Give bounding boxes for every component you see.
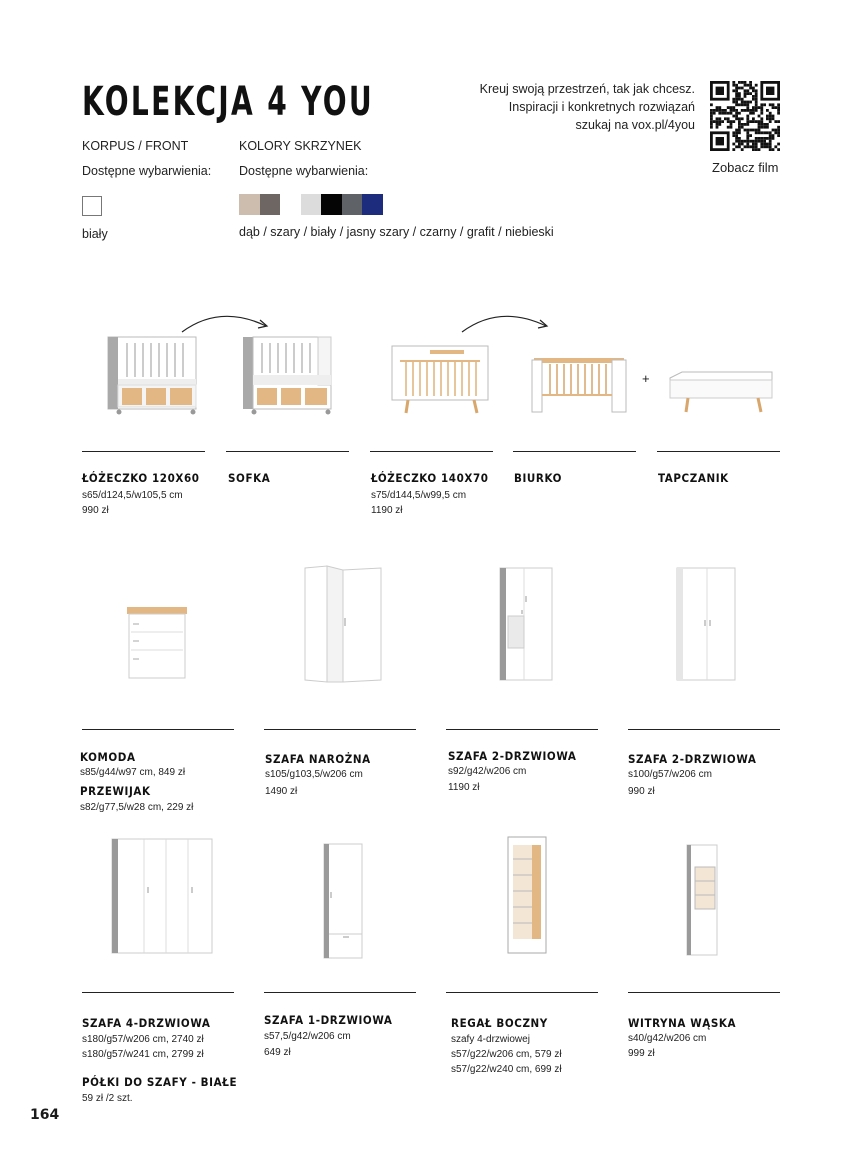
color-swatch-1	[260, 194, 281, 215]
divider	[370, 451, 493, 452]
witryna-image	[685, 843, 719, 957]
szafa-2d-a-image	[498, 566, 556, 682]
product-dims: s40/g42/w206 cm	[628, 1033, 707, 1044]
product-price: 1190 zł	[448, 782, 480, 793]
product-dims: s180/g57/w206 cm, 2740 zł	[82, 1034, 204, 1045]
product-name: SZAFA 2-DRZWIOWA	[628, 752, 757, 766]
qr-code-icon[interactable]	[710, 81, 780, 151]
product-name: SZAFA NAROŻNA	[265, 752, 371, 766]
tapczanik-image	[666, 368, 776, 414]
divider	[628, 729, 780, 730]
product-name: SZAFA 1-DRZWIOWA	[264, 1013, 393, 1027]
product-name: BIURKO	[514, 471, 562, 485]
divider	[628, 992, 780, 993]
crib-140-image	[390, 340, 490, 415]
product-dims: s65/d124,5/w105,5 cm	[82, 490, 183, 501]
crib-120-image	[105, 335, 200, 415]
product-name: SOFKA	[228, 471, 271, 485]
color-swatch-6	[362, 194, 383, 215]
product-dims: s180/g57/w241 cm, 2799 zł	[82, 1049, 204, 1060]
korpus-color-swatch	[82, 196, 102, 216]
product-dims: s57,5/g42/w206 cm	[264, 1031, 351, 1042]
watch-film-link[interactable]: Zobacz film	[712, 160, 779, 175]
page-title: KOLEKCJA 4 YOU	[82, 79, 375, 125]
divider	[446, 992, 598, 993]
korpus-available: Dostępne wybarwienia:	[82, 164, 212, 178]
szafa-4d-image	[110, 837, 214, 955]
product-name: SZAFA 4-DRZWIOWA	[82, 1016, 211, 1030]
product-subtitle: szafy 4-drzwiowej	[451, 1034, 530, 1045]
product-dims: s57/g22/w206 cm, 579 zł	[451, 1049, 562, 1060]
divider	[226, 451, 349, 452]
page-number: 164	[30, 1107, 60, 1123]
color-swatch-4	[321, 194, 342, 215]
drawers-label: KOLORY SKRZYNEK	[239, 139, 362, 153]
product-price: 1490 zł	[265, 786, 298, 797]
product-name: ŁÓŻECZKO 140X70	[371, 471, 489, 485]
divider	[82, 451, 205, 452]
drawers-colors-text: dąb / szary / biały / jasny szary / czarny / grafit / niebieski	[239, 225, 554, 239]
product-name: TAPCZANIK	[658, 471, 729, 485]
divider	[82, 729, 234, 730]
transform-arrow-1	[180, 310, 270, 338]
drawers-available: Dostępne wybarwienia:	[239, 164, 369, 178]
product-name: KOMODA	[80, 750, 136, 764]
product-dims: s75/d144,5/w99,5 cm	[371, 490, 467, 501]
color-swatch-3	[301, 194, 322, 215]
promo-line-3[interactable]: szukaj na vox.pl/4you	[575, 118, 695, 132]
product-price: 1190 zł	[371, 505, 403, 516]
product-price: 990 zł	[82, 505, 109, 516]
plus-sign: +	[642, 371, 650, 386]
szafa-narozna-image	[303, 566, 383, 682]
divider	[82, 992, 234, 993]
color-swatch-0	[239, 194, 260, 215]
product-dims: s85/g44/w97 cm, 849 zł	[80, 767, 186, 778]
regal-image	[506, 835, 548, 955]
korpus-color-name: biały	[82, 227, 108, 241]
product-name: SZAFA 2-DRZWIOWA	[448, 749, 577, 763]
product-dims: s82/g77,5/w28 cm, 229 zł	[80, 802, 194, 813]
color-swatch-5	[342, 194, 363, 215]
product-price: 990 zł	[628, 786, 655, 797]
divider	[264, 729, 416, 730]
product-name: ŁÓŻECZKO 120X60	[82, 471, 200, 485]
divider	[513, 451, 636, 452]
desk-image	[530, 350, 630, 412]
color-swatch-2	[280, 194, 301, 215]
product-dims: s100/g57/w206 cm	[628, 769, 712, 780]
promo-line-1: Kreuj swoją przestrzeń, tak jak chcesz.	[479, 82, 695, 96]
product-dims: s105/g103,5/w206 cm	[265, 769, 363, 780]
product-dims: s92/g42/w206 cm	[448, 766, 527, 777]
color-swatches	[239, 194, 383, 215]
sofka-image	[240, 335, 335, 415]
komoda-image	[125, 605, 190, 680]
product-price: 59 zł /2 szt.	[82, 1093, 133, 1104]
divider	[264, 992, 416, 993]
transform-arrow-2	[460, 310, 550, 338]
product-price: 649 zł	[264, 1047, 291, 1058]
promo-line-2: Inspiracji i konkretnych rozwiązań	[508, 100, 695, 114]
divider	[446, 729, 598, 730]
product-name: PRZEWIJAK	[80, 784, 151, 798]
divider	[657, 451, 780, 452]
product-name: WITRYNA WĄSKA	[628, 1016, 737, 1030]
promo-text	[480, 80, 695, 134]
szafa-1d-image	[322, 842, 364, 960]
product-price: 999 zł	[628, 1048, 655, 1059]
korpus-label: KORPUS / FRONT	[82, 139, 189, 153]
product-dims: s57/g22/w240 cm, 699 zł	[451, 1064, 562, 1075]
szafa-2d-b-image	[675, 566, 739, 682]
product-name: REGAŁ BOCZNY	[451, 1016, 548, 1030]
product-name: PÓŁKI DO SZAFY - BIAŁE	[82, 1075, 238, 1089]
